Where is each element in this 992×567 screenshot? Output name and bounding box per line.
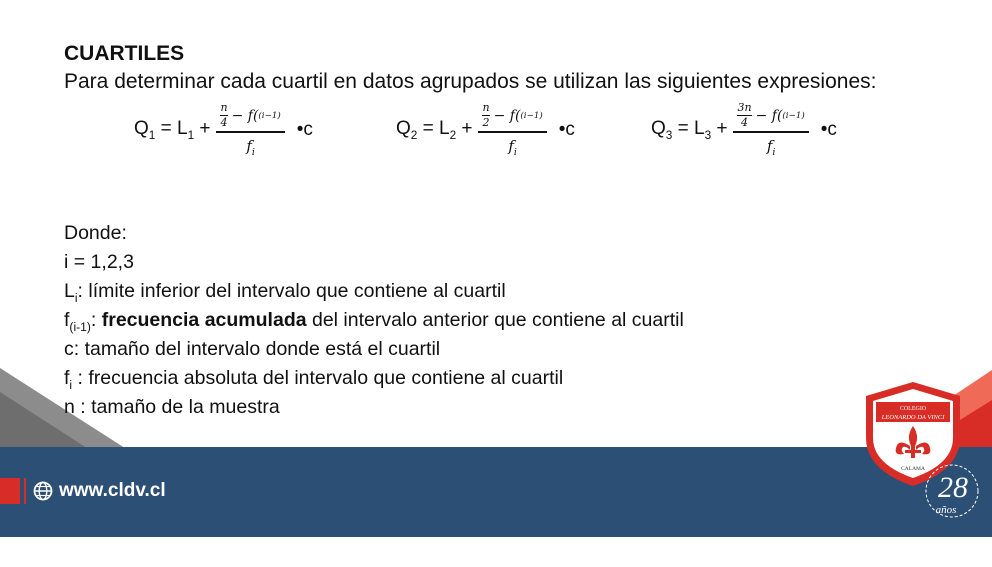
formula-q3-lhs: $Q_3 = L_3$ +	[651, 118, 728, 142]
formula-q2	[396, 98, 575, 162]
formula-q3	[651, 98, 837, 162]
formula-q3-fraction: 3n 4 − f( (i−1) $f_i$	[733, 102, 808, 158]
footer-red-line	[24, 478, 26, 504]
intro-text: Para determinar cada cuartil en datos agrupados se utilizan las siguientes expresiones:	[64, 70, 877, 93]
formula-q1-fraction: n 4 − f( (i−1) $f_i$	[216, 102, 284, 158]
formula-q2-fraction: n 2 − f( (i−1) $f_i$	[478, 102, 546, 158]
formula-q1	[134, 98, 313, 162]
def-donde: Donde:	[64, 222, 127, 244]
svg-text:28: 28	[938, 471, 968, 504]
definitions-list	[64, 219, 684, 422]
svg-text:CALAMA: CALAMA	[901, 466, 925, 472]
formula-q2-multiplier: •c	[558, 119, 575, 140]
def-li: $L_i$: límite inferior del intervalo que contiene al cuartil	[64, 280, 506, 305]
globe-icon	[33, 481, 53, 501]
svg-text:LEONARDO DA VINCI: LEONARDO DA VINCI	[881, 414, 945, 421]
svg-text:COLEGIO: COLEGIO	[899, 406, 927, 412]
footer-red-block	[0, 478, 20, 504]
formula-q1-lhs: $Q_1 = L_1$ +	[134, 118, 211, 142]
formula-q3-multiplier: •c	[820, 119, 837, 140]
def-fi: $f_i$ : frecuencia absoluta del intervalo que contiene al cuartil	[64, 367, 564, 392]
website-text: www.cldv.cl	[59, 480, 166, 501]
formula-q1-multiplier: •c	[296, 119, 313, 140]
anniversary-badge	[922, 461, 982, 521]
formula-q2-lhs: $Q_2 = L_2$ +	[396, 118, 473, 142]
slide-title: CUARTILES	[64, 42, 185, 65]
def-n: n : tamaño de la muestra	[64, 396, 280, 418]
website-link[interactable]	[33, 480, 166, 502]
def-f-prev: $f_{(i-1)}$: frecuencia acumulada del intervalo anterior que contiene al cuartil	[64, 309, 684, 334]
def-i-values: i = 1,2,3	[64, 251, 134, 273]
svg-text:años: años	[935, 504, 957, 516]
def-c: c: tamaño del intervalo donde está el cuartil	[64, 338, 441, 360]
